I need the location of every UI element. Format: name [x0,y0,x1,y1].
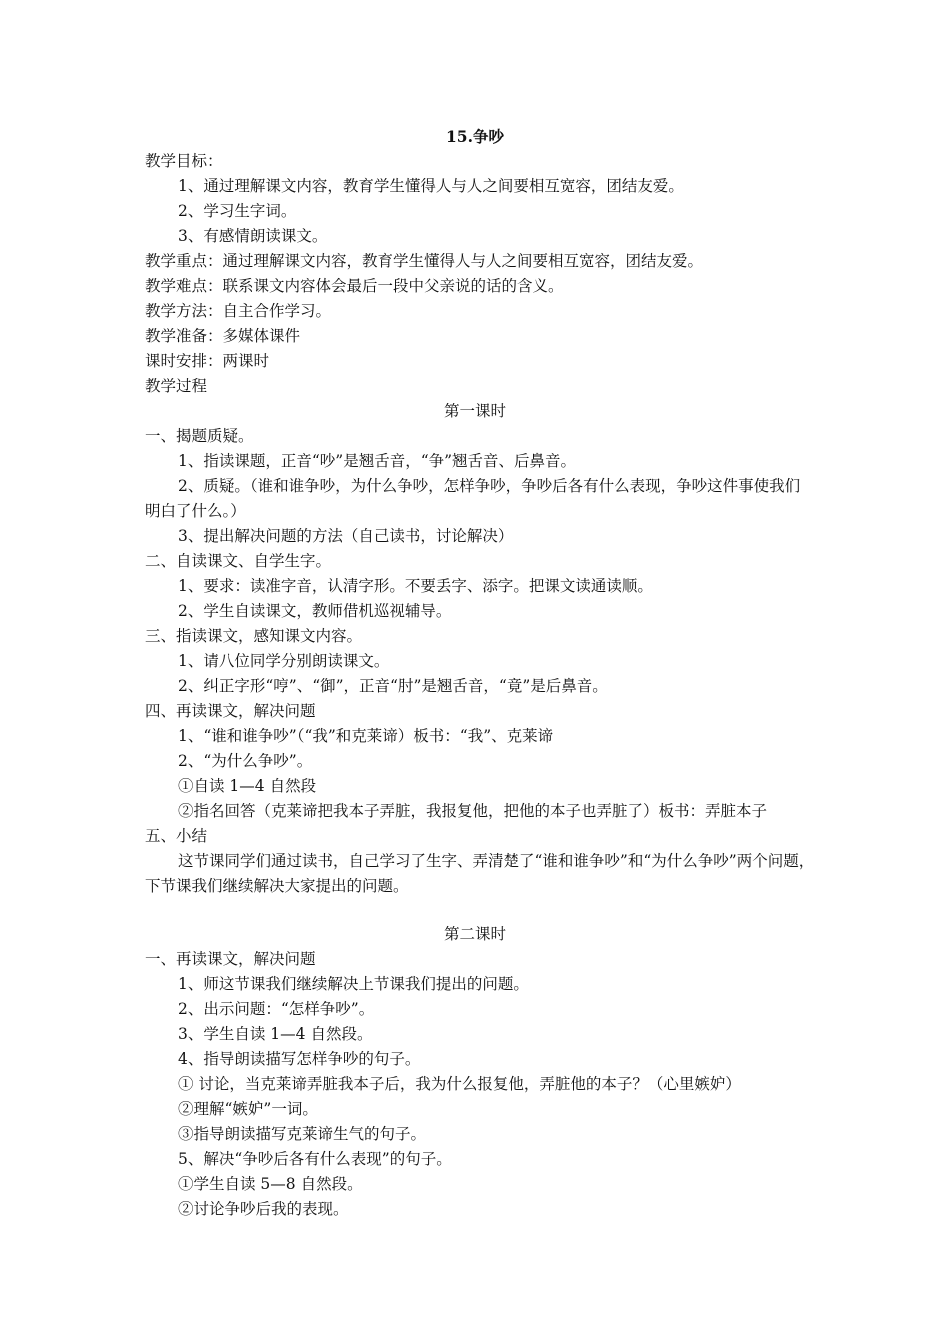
list-item: ②指名回答（克莱谛把我本子弄脏，我报复他，把他的本子也弄脏了）板书：弄脏本子 [178,802,768,820]
objective-item: 1、通过理解课文内容，教育学生懂得人与人之间要相互宽容，团结友爱。 [178,177,684,195]
list-item: 1、师这节课我们继续解决上节课我们提出的问题。 [178,975,529,993]
list-item: ① 讨论，当克莱谛弄脏我本子后，我为什么报复他，弄脏他的本子？（心里嫉妒） [178,1075,741,1093]
list-item: 3、提出解决问题的方法（自己读书，讨论解决） [178,527,514,545]
list-item: 1、要求：读准字音，认清字形。不要丢字、添字。把课文读通读顺。 [178,577,653,595]
list-item: 4、指导朗读描写怎样争吵的句子。 [178,1050,421,1068]
section-heading: 二、自读课文、自学生字。 [145,552,332,570]
list-item: 2、纠正字形“哼”、“御”，正音“肘”是翘舌音，“竟”是后鼻音。 [178,677,608,695]
list-item: 5、解决“争吵后各有什么表现”的句子。 [178,1150,452,1168]
key-point: 教学重点：通过理解课文内容，教育学生懂得人与人之间要相互宽容，团结友爱。 [145,252,704,270]
lesson1-title: 第一课时 [443,402,506,420]
document-title: 15.争吵 [446,127,504,146]
list-item: 2、学生自读课文，教师借机巡视辅导。 [178,602,452,620]
summary-paragraph: 这节课同学们通过读书，自己学习了生字、弄清楚了“谁和谁争吵”和“为什么争吵”两个问题，下节课我们继续解决大家提出的问题。 [145,852,815,895]
list-item: 3、学生自读 1—4 自然段。 [178,1025,373,1043]
list-item: ①自读 1—4 自然段 [178,777,317,795]
list-item: ②理解“嫉妒”一词。 [178,1100,318,1118]
list-item: 1、“谁和谁争吵”（“我”和克莱谛）板书：“我”、克莱谛 [178,727,554,745]
teaching-method: 教学方法：自主合作学习。 [145,302,332,320]
list-item: 2、出示问题：“怎样争吵”。 [178,1000,375,1018]
list-item: ③指导朗读描写克莱谛生气的句子。 [178,1125,427,1143]
teaching-process-heading: 教学过程 [145,377,208,395]
list-item: 1、请八位同学分别朗读课文。 [178,652,390,670]
lesson2-title: 第二课时 [443,925,506,943]
list-item: 2、质疑。（谁和谁争吵，为什么争吵，怎样争吵，争吵后各有什么表现，争吵这件事使我们明白了什么。） [145,477,801,520]
section-heading: 五、小结 [145,827,208,845]
class-schedule: 课时安排：两课时 [145,352,270,370]
list-item: ②讨论争吵后我的表现。 [178,1200,349,1218]
section-heading: 三、指读课文，感知课文内容。 [145,627,363,645]
objectives-heading: 教学目标： [145,152,223,170]
list-item: 1、指读课题，正音“吵”是翘舌音，“争”翘舌音、后鼻音。 [178,452,577,470]
teaching-preparation: 教学准备：多媒体课件 [145,327,301,345]
objective-item: 3、有感情朗读课文。 [178,227,328,245]
section-heading: 一、揭题质疑。 [145,427,254,445]
list-item: ①学生自读 5—8 自然段。 [178,1175,363,1193]
list-item: 2、“为什么争吵”。 [178,752,313,770]
difficulty: 教学难点：联系课文内容体会最后一段中父亲说的话的含义。 [145,277,564,295]
section-heading: 四、再读课文，解决问题 [145,702,316,720]
objective-item: 2、学习生字词。 [178,202,297,220]
section-heading: 一、再读课文，解决问题 [145,950,316,968]
